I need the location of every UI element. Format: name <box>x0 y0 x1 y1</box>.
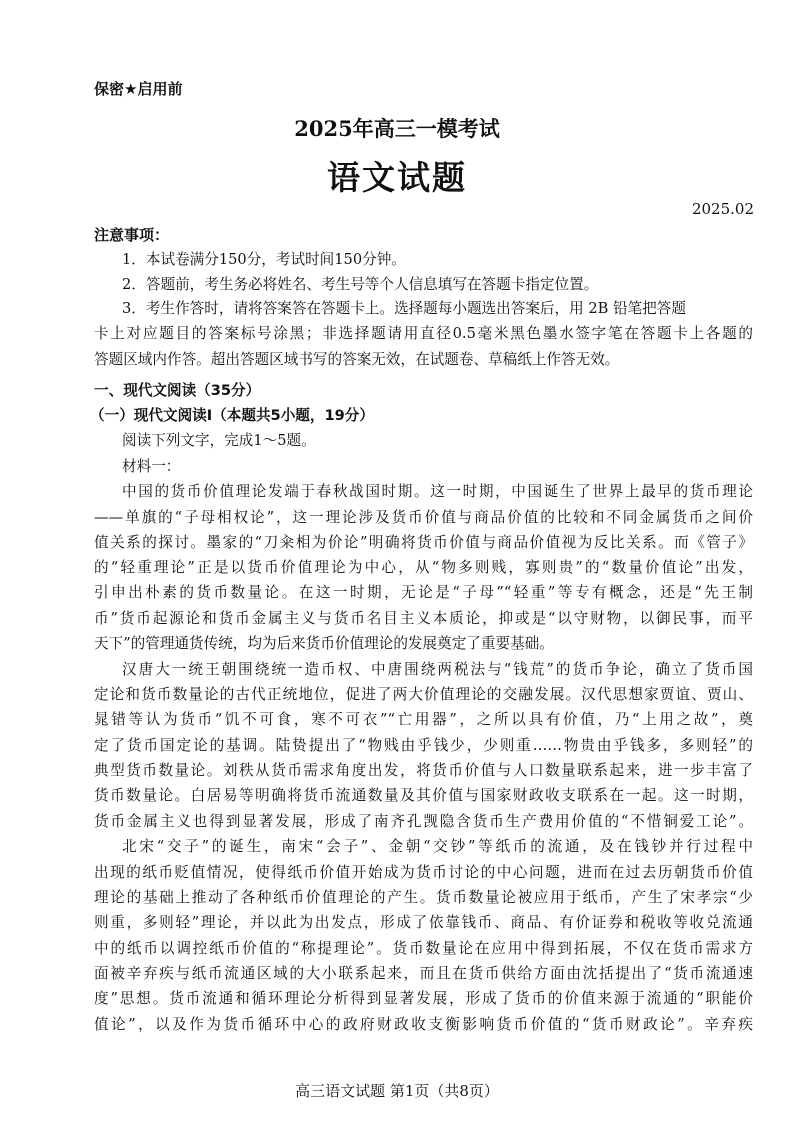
material-label: 材料一： <box>122 458 181 475</box>
passage-line: 中的纸币以调控纸币价值的“称提理论”。货币数量论在应用中得到拓展，不仅在货币需求方 <box>94 940 753 957</box>
notice-line: 卡上对应题目的答案标号涂黑；非选择题请用直径0.5毫米黑色墨水签字笔在答题卡上各题的 <box>94 325 753 342</box>
passage-line: 货币金属主义也得到显著发展，形成了南齐孔觊隐含货币生产费用价值的“不惜铜爱工论”。 <box>94 813 753 830</box>
passage-line: 北宋“交子”的诞生，南宋“会子”、金朝“交钞”等纸币的流通，及在钱钞并行过程中 <box>122 838 753 855</box>
notice-heading: 注意事项： <box>94 226 170 244</box>
passage-line: 定论和货币数量论的古代正统地位，促进了两大价值理论的交融发展。汉代思想家贾谊、贾山、 <box>94 686 753 703</box>
exam-date: 2025.02 <box>691 200 754 218</box>
passage-line: 值关系的探讨。墨家的“刀籴相为价论”明确将货币价值与商品价值视为反比关系。而《管子》 <box>94 534 753 551</box>
passage-line: 汉唐大一统王朝围绕统一造币权、中唐围绕两税法与“钱荒”的货币争论，确立了货币国 <box>122 661 753 678</box>
passage-line: 理论的基础上推动了各种纸币价值理论的产生。货币数量论被应用于纸币，产生了宋孝宗“少 <box>94 889 753 906</box>
notice-line: 答题区域内作答。超出答题区域书写的答案无效，在试题卷、草稿纸上作答无效。 <box>94 351 620 368</box>
passage-line: 的“轻重理论”正是以货币价值理论为中心，从“物多则贱，寡则贵”的“数量价值论”出发， <box>94 559 753 576</box>
confidential-label: 保密★启用前 <box>94 80 183 98</box>
passage-line: ——单旗的“子母相权论”，这一理论涉及货币价值与商品价值的比较和不同金属货币之间价 <box>94 509 753 526</box>
passage-line: 值论”，以及作为货币循环中心的政府财政收支衡影响货币价值的“货币财政论”。辛弃疾 <box>94 1016 753 1033</box>
subsection-title: （一）现代文阅读Ⅰ（本题共5小题，19分） <box>90 407 374 424</box>
passage-line: 面被辛弃疾与纸币流通区域的大小联系起来，而且在货币供给方面由沈括提出了“货币流通速 <box>94 965 753 982</box>
exam-title: 2025年高三一模考试 <box>294 116 500 141</box>
page-footer: 高三语文试题 第1页（共8页） <box>295 1082 499 1100</box>
subject-title: 语文试题 <box>327 158 467 197</box>
passage-line: 晁错等认为货币“饥不可食，寒不可衣”“亡用器”，之所以具有价值，乃“上用之故”，奠 <box>94 711 753 728</box>
passage-line: 定了货币国定论的基调。陆贽提出了“物贱由乎钱少，少则重……物贵由乎钱多，多则轻”的 <box>94 737 753 754</box>
passage-line: 天下”的管理通货传统，均为后来货币价值理论的发展奠定了重要基础。 <box>94 635 554 652</box>
passage-line: 货币数量论。白居易等明确将货币流通数量及其价值与国家财政收支联系在一起。这一时期， <box>94 787 753 804</box>
passage-line: 币”货币起源论和货币金属主义与货币名目主义本质论，抑或是“以守财物，以御民事，而平 <box>94 610 753 627</box>
notice-line: 2．答题前，考生务必将姓名、考生号等个人信息填写在答题卡指定位置。 <box>122 276 599 293</box>
instruction-text: 阅读下列文字，完成1～5题。 <box>122 432 316 449</box>
passage-line: 引申出朴素的货币数量论。在这一时期，无论是“子母”“轻重”等专有概念，还是“先王制 <box>94 584 753 601</box>
section-title: 一、现代文阅读（35分） <box>94 382 261 399</box>
passage-line: 中国的货币价值理论发端于春秋战国时期。这一时期，中国诞生了世界上最早的货币理论 <box>122 483 753 500</box>
passage-line: 度”思想。货币流通和循环理论分析得到显著发展，形成了货币的价值来源于流通的“职能价 <box>94 990 753 1007</box>
passage-line: 出现的纸币贬值情况，使得纸币价值开始成为货币讨论的中心问题，进而在过去历朝货币价值 <box>94 864 753 881</box>
passage-line: 则重，多则轻”理论，并以此为出发点，形成了依靠钱币、商品、有价证券和税收等收兑流通 <box>94 914 753 931</box>
passage-line: 典型货币数量论。刘秩从货币需求角度出发，将货币价值与人口数量联系起来，进一步丰富了 <box>94 762 753 779</box>
notice-line: 1．本试卷满分150分，考试时间150分钟。 <box>122 251 406 268</box>
notice-line: 3．考生作答时，请将答案答在答题卡上。选择题每小题选出答案后，用 2B 铅笔把答题 <box>122 300 686 317</box>
